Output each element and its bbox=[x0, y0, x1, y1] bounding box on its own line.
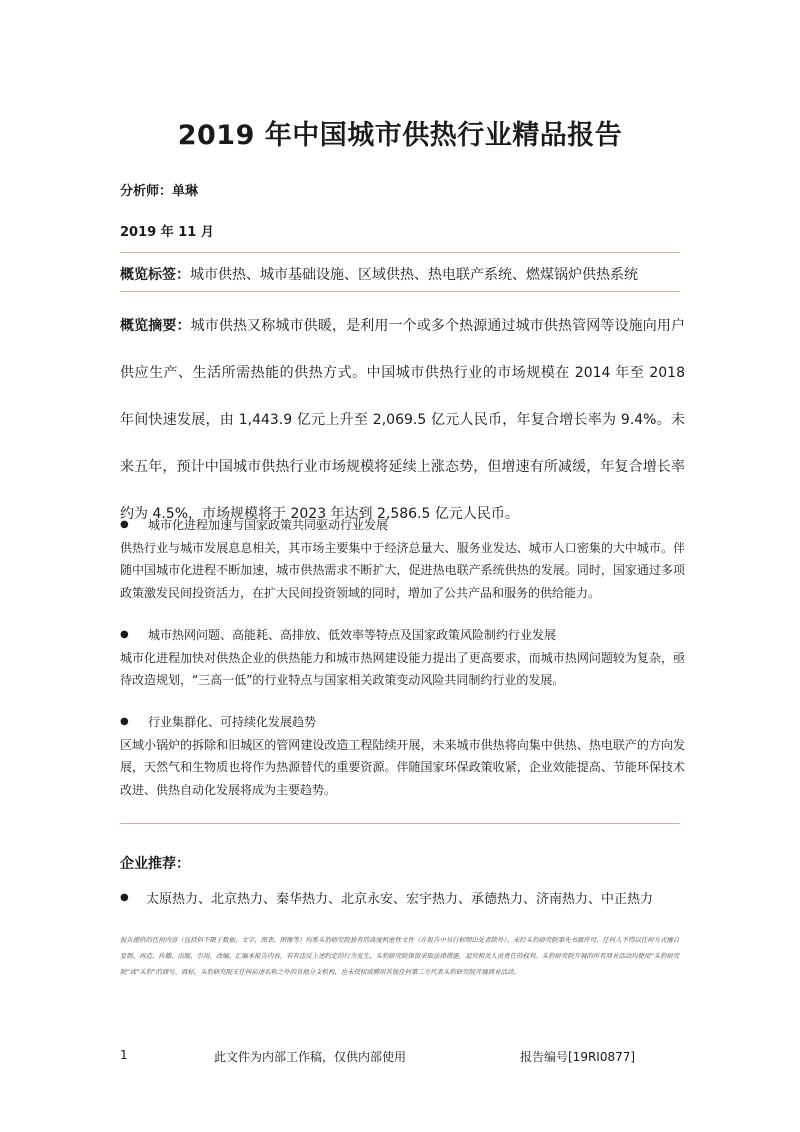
section-heading: 城市化进程加速与国家政策共同驱动行业发展 bbox=[148, 518, 389, 532]
section-body: 供热行业与城市发展息息相关，其市场主要集中于经济总量大、服务业发达、城市人口密集的大中城市。伴随中国城市化进程不断加速，城市供热需求不断扩大，促进热电联产系统供热的发展。同时，国家通过多项政策激发民间投资活力，在扩大民间投资领域的同时，增加了公共产品和服务的供给能力。 bbox=[120, 540, 685, 600]
section-body: 区域小锅炉的拆除和旧城区的管网建设改造工程陆续开展，未来城市供热将向集中供热、热电联产的方向发展，天然气和生物质也将作为热源替代的重要资源。伴随国家环保政策收紧，企业效能提高、节能环保技术改进、供热自动化发展将成为主要趋势。 bbox=[120, 737, 685, 797]
bullet-icon: ● bbox=[120, 629, 129, 640]
overview-summary-text: 城市供热又称城市供暖，是利用一个或多个热源通过城市供热管网等设施向用户供应生产、生活所需热能的供热方式。中国城市供热行业的市场规模在 2014 年至 2018 年间快速发展，由 1,443.9 亿元上升至 2,069.5 亿元人民币，年复合增长率为 9.4%。未来五年，预计中国城市供热行业市场规模将延续上涨态势，但增速有所减缓，年复合增长率约为 4.5%，市场规模将于 2023 年达到 2,586.5 亿元人民币。 bbox=[120, 318, 686, 522]
report-title: 2019 年中国城市供热行业精品报告 bbox=[177, 120, 623, 151]
overview-summary-label: 概览摘要： bbox=[120, 318, 191, 334]
overview-tags-label: 概览标签： bbox=[120, 267, 190, 283]
bullet-icon: ● bbox=[120, 892, 129, 903]
divider-tags bbox=[120, 291, 680, 292]
recommended-label: 企业推荐： bbox=[120, 856, 190, 872]
bullet-icon: ● bbox=[120, 519, 129, 530]
section-constraints bbox=[120, 624, 685, 692]
disclaimer: 报告提供的任何内容（包括但不限于数据、文字、图表、图像等）均系头豹研究院独有的高度机密性文件（在报告中另行标明出处者除外）。未经头豹研究院事先书面许可，任何人不得以任何方式擅自复制、再造、传播、出版、引用、改编、汇编本报告内容，若有违反上述约定的行为发生，头豹研究院保留采取法律措施，追究相关人员责任的权利。头豹研究院开展的所有商业活动均使用“头豹研究院”或“头豹”的商号、商标，头豹研究院无任何前述名称之外的其他分支机构，也未授权或聘用其他任何第三方代表头豹研究院开展商业活动。 bbox=[120, 936, 680, 976]
overview-tags-text: 城市供热、城市基础设施、区域供热、热电联产系统、燃煤锅炉供热系统 bbox=[190, 267, 638, 283]
analyst-line: 分析师：单琳 bbox=[120, 184, 199, 199]
divider-bottom bbox=[120, 823, 680, 824]
divider-top bbox=[120, 252, 680, 253]
section-trends bbox=[120, 711, 685, 801]
section-heading: 城市热网问题、高能耗、高排放、低效率等特点及国家政策风险制约行业发展 bbox=[148, 628, 557, 642]
bullet-icon: ● bbox=[120, 716, 129, 727]
internal-note: 此文件为内部工作稿，仅供内部使用 bbox=[214, 1050, 407, 1064]
overview-tags bbox=[120, 264, 638, 284]
report-id: 报告编号[19RI0877] bbox=[520, 1050, 636, 1064]
section-urbanization bbox=[120, 514, 685, 604]
section-body: 城市化进程加快对供热企业的供热能力和城市热网建设能力提出了更高要求，而城市热网问题较为复杂，亟待改造规划，“三高一低”的行业特点与国家相关政策变动风险共同制约行业的发展。 bbox=[120, 650, 685, 687]
recommended-companies bbox=[120, 888, 653, 907]
recommended-companies-text: 太原热力、北京热力、秦华热力、北京永安、宏宇热力、承德热力、济南热力、中正热力 bbox=[146, 892, 654, 907]
overview-summary bbox=[120, 303, 685, 538]
page-number: 1 bbox=[120, 1048, 128, 1062]
report-date: 2019 年 11 月 bbox=[120, 225, 214, 240]
section-heading: 行业集群化、可持续化发展趋势 bbox=[148, 715, 317, 729]
